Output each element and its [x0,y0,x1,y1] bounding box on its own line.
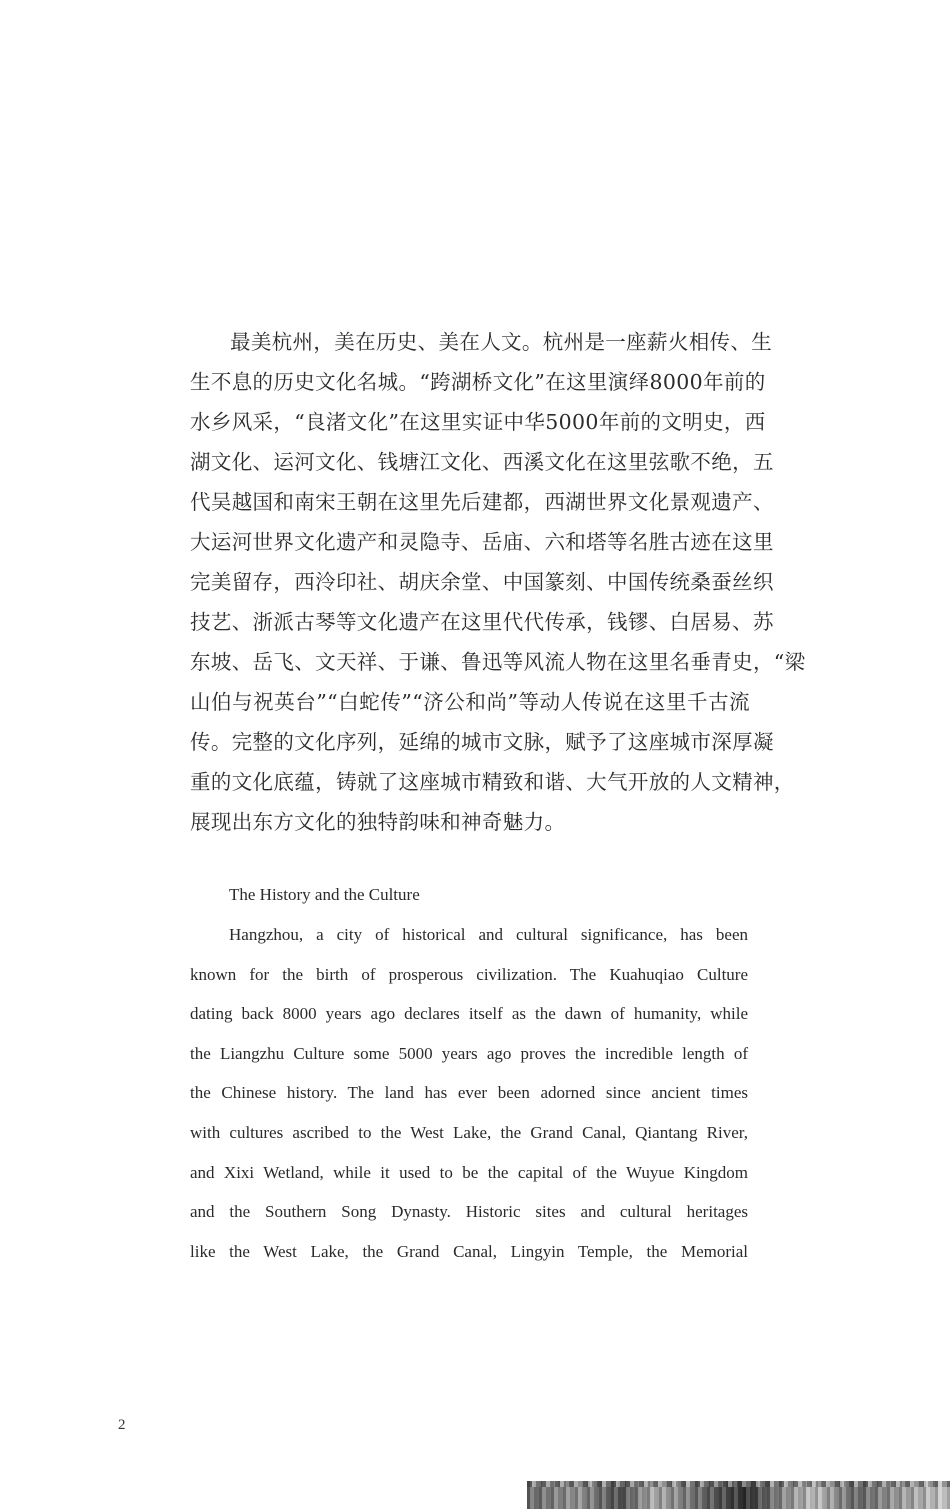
english-line: Hangzhou, a city of historical and cultural significance, has been [229,925,748,944]
page-number: 2 [118,1417,126,1433]
chinese-line: 传。完整的文化序列，延绵的城市文脉，赋予了这座城市深厚凝 [190,730,774,754]
chinese-line: 水乡风采，“良渚文化”在这里实证中华5000年前的文明史，西 [190,410,766,434]
chinese-line: 最美杭州，美在历史、美在人文。杭州是一座薪火相传、生 [230,330,773,354]
chinese-line: 生不息的历史文化名城。“跨湖桥文化”在这里演绎8000年前的 [190,370,766,394]
photo-strip-texture [527,1481,950,1487]
chinese-line: 技艺、浙派古琴等文化遗产在这里代代传承，钱镠、白居易、苏 [190,610,774,634]
english-line: the Chinese history. The land has ever been adorned since ancient times [190,1083,748,1103]
english-line: and the Southern Song Dynasty. Historic sites and cultural heritages [190,1202,748,1222]
chinese-paragraph [190,322,806,842]
english-heading: The History and the Culture [229,885,420,904]
chinese-line: 山伯与祝英台”“白蛇传”“济公和尚”等动人传说在这里千古流 [190,690,750,714]
chinese-line: 代吴越国和南宋王朝在这里先后建都，西湖世界文化景观遗产、 [190,490,774,514]
chinese-line: 大运河世界文化遗产和灵隐寺、岳庙、六和塔等名胜古迹在这里 [190,530,774,554]
chinese-line: 东坡、岳飞、文天祥、于谦、鲁迅等风流人物在这里名垂青史，“梁 [190,650,806,674]
chinese-line: 展现出东方文化的独特韵味和神奇魅力。 [190,810,566,834]
english-line: and Xixi Wetland, while it used to be the capital of the Wuyue Kingdom [190,1162,748,1182]
english-line: dating back 8000 years ago declares itself as the dawn of humanity, while [190,1004,748,1024]
english-paragraph [190,920,748,1276]
chinese-line: 湖文化、运河文化、钱塘江文化、西溪文化在这里弦歌不绝，五 [190,450,774,474]
english-line: the Liangzhu Culture some 5000 years ago proves the incredible length of [190,1043,748,1063]
english-line: with cultures ascribed to the West Lake, the Grand Canal, Qiantang River, [190,1122,748,1142]
chinese-line: 重的文化底蕴，铸就了这座城市精致和谐、大气开放的人文精神， [190,770,795,794]
decorative-photo-strip [527,1481,950,1509]
chinese-line: 完美留存，西泠印社、胡庆余堂、中国篆刻、中国传统桑蚕丝织 [190,570,774,594]
english-line: known for the birth of prosperous civilization. The Kuahuqiao Culture [190,964,748,984]
english-line: like the West Lake, the Grand Canal, Lingyin Temple, the Memorial [190,1241,748,1261]
